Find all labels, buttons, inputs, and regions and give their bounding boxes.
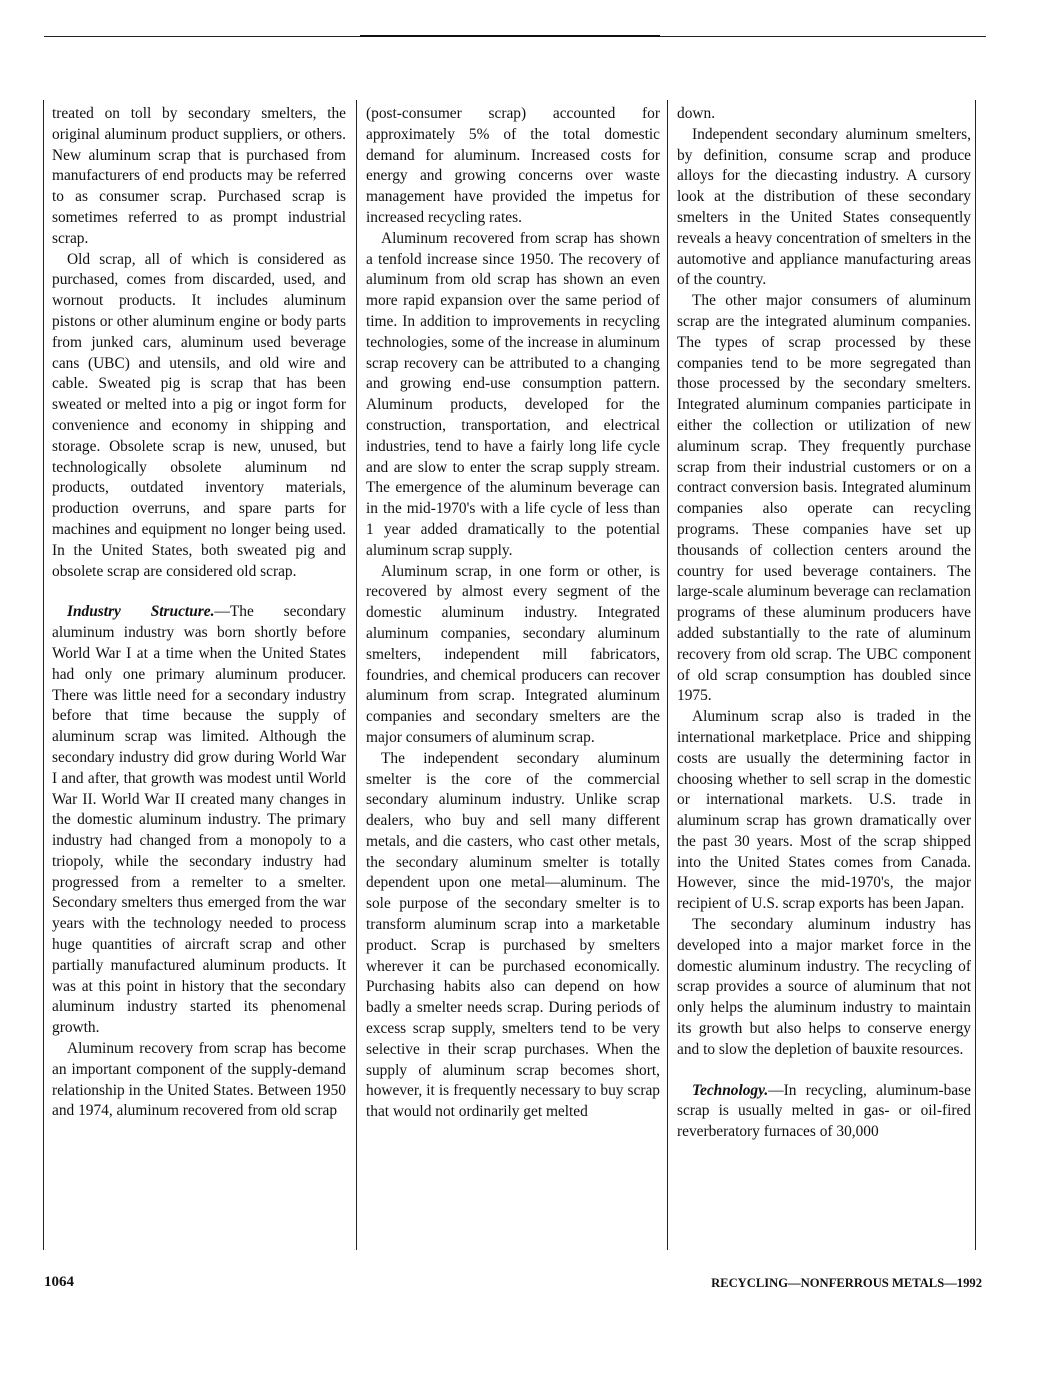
paragraph: Aluminum scrap also is traded in the international marketplace. Price and shipping costs are usually the determining factor in choosing whether to sell scrap in the domestic or international markets. U.S. trade in aluminum scrap has grown dramatically over the past 30 years. Most of the scrap shipped into the United States comes from Canada. However, since the mid-1970's, the major recipient of U.S. scrap exports has been Japan. bbox=[677, 708, 971, 913]
text-column-2 bbox=[366, 104, 660, 1123]
section-heading: Industry Structure. bbox=[67, 603, 215, 621]
paragraph: treated on toll by secondary smelters, the original aluminum product suppliers, or others. New aluminum scrap that is purchased from manufacturers of end products may be referred to as consumer scrap. Purchased scrap is sometimes referred to as prompt industrial scrap. bbox=[52, 105, 346, 247]
page-number: 1064 bbox=[44, 1274, 74, 1290]
column-divider-1 bbox=[356, 100, 357, 1250]
text-column-1 bbox=[52, 104, 346, 1122]
paragraph: Old scrap, all of which is considered as purchased, comes from discarded, used, and wornout products. It includes aluminum pistons or other aluminum engine or body parts from junked cars, aluminum used beverage cans (UBC) and utensils, and old wire and cable. Sweated pig is scrap that has been sweated or melted into a pig or ingot form for convenience and economy in shipping and storage. Obsolete scrap is new, unused, but technologically obsolete aluminum nd products, outdated inventory materials, production overruns, and spare parts for machines and equipment no longer being used. In the United States, both sweated pig and obsolete scrap are considered old scrap. bbox=[52, 250, 346, 580]
paragraph: The other major consumers of aluminum scrap are the integrated aluminum companies. The types of scrap processed by these companies tend to be more segregated than those processed by the secondary smelters. Integrated aluminum companies participate in either the collection or utilization of new aluminum scrap. They frequently purchase scrap from their industrial customers or on a contract conversion basis. Integrated aluminum companies also operate can recycling programs. These companies have set up thousands of collection centers around the country for used beverage containers. The large-scale aluminum beverage can reclamation programs of these aluminum producers have added substantially to the rate of aluminum recovery from old scrap. The UBC component of old scrap consumption has doubled since 1975. bbox=[677, 292, 971, 705]
column-divider-left bbox=[43, 100, 44, 1250]
paragraph-text: —In recycling, aluminum-base scrap is usually melted in gas- or oil-fired reverberatory furnaces of 30,000 bbox=[677, 1081, 971, 1141]
top-rule-accent bbox=[360, 35, 660, 37]
paragraph: The secondary aluminum industry has developed into a major market force in the domestic aluminum industry. The recycling of scrap provides a source of aluminum that not only helps the aluminum industry to maintain its growth but also helps to conserve energy and to slow the depletion of bauxite resources. bbox=[677, 916, 971, 1058]
section-heading: Technology. bbox=[692, 1081, 769, 1099]
section-technology bbox=[677, 1081, 971, 1143]
paragraph: Aluminum recovery from scrap has become an important component of the supply-demand relationship in the United States. Between 1950 and 1974, aluminum recovered from old scrap bbox=[52, 1040, 346, 1120]
column-divider-right bbox=[975, 100, 976, 1250]
paragraph: (post-consumer scrap) accounted for approximately 5% of the total domestic demand for aluminum. Increased costs for energy and growing concerns over waste management have provided the impetus for increased recycling rates. bbox=[366, 105, 660, 226]
text-column-3 bbox=[677, 104, 971, 1143]
section-industry-structure bbox=[52, 602, 346, 1039]
paragraph: Aluminum scrap, in one form or other, is recovered by almost every segment of the domestic aluminum industry. Integrated aluminum companies, secondary aluminum smelters, independent mill fabricators, foundries, and chemical producers can recover aluminum from scrap. Integrated aluminum companies and secondary smelters are the major consumers of aluminum scrap. bbox=[366, 562, 660, 746]
paragraph: The independent secondary aluminum smelter is the core of the commercial secondary aluminum industry. Unlike scrap dealers, who buy and sell many different metals, and die casters, who cast other metals, the secondary aluminum smelter is totally dependent upon one metal—aluminum. The sole purpose of the secondary smelter is to transform aluminum scrap into a marketable product. Scrap is purchased by smelters wherever it can be purchased economically. Purchasing habits also can depend on how badly a smelter needs scrap. During periods of excess scrap supply, smelters tend to be very selective in their scrap purchases. When the supply of aluminum scrap becomes short, however, it is frequently necessary to buy scrap that would not ordinarily get melted bbox=[366, 749, 660, 1121]
column-divider-2 bbox=[667, 100, 668, 1250]
paragraph: Aluminum recovered from scrap has shown a tenfold increase since 1950. The recovery of aluminum from old scrap has shown an even more rapid expansion over the same period of time. In addition to improvements in recycling technologies, some of the increase in aluminum scrap recovery can be attributed to a changing and growing end-use consumption pattern. Aluminum products, developed for the construction, transportation, and electrical industries, tend to have a fairly long life cycle and are slow to enter the scrap supply stream. The emergence of the aluminum beverage can in the mid-1970's with a life cycle of less than 1 year added dramatically to the potential aluminum scrap supply. bbox=[366, 229, 660, 559]
running-title: RECYCLING—NONFERROUS METALS—1992 bbox=[711, 1276, 982, 1290]
paragraph: down. bbox=[677, 105, 716, 122]
paragraph: Independent secondary aluminum smelters, by definition, consume scrap and produce alloys for the diecasting industry. A cursory look at the distribution of these secondary smelters in the United States consequently reveals a heavy concentration of smelters in the automotive and appliance manufacturing areas of the country. bbox=[677, 125, 971, 289]
paragraph-text: —The secondary aluminum industry was born shortly before World War I at a time when the United States had only one primary aluminum producer. There was little need for a secondary industry before that time because the supply of aluminum scrap was limited. Although the secondary industry did grow during World War I and after, that growth was modest until World War II. World War II created many changes in the domestic aluminum industry. The primary industry had changed from a monopoly to a triopoly, while the secondary industry had progressed from a remelter to a smelter. Secondary smelters thus emerged from the war years with the technology needed to process huge quantities of aircraft scrap and other partially manufactured aluminum products. It was at this point in history that the secondary aluminum industry started its phenomenal growth. bbox=[52, 603, 346, 1037]
